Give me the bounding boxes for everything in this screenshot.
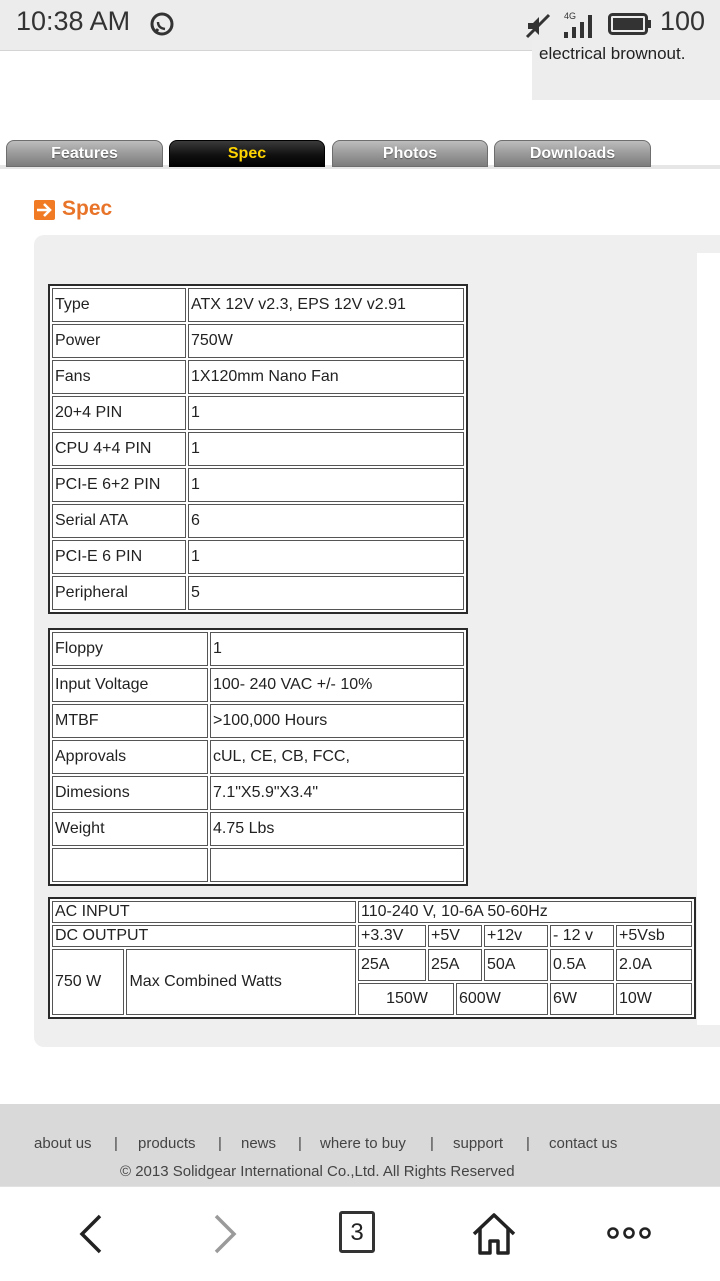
table-row	[52, 288, 464, 322]
spec-value: 1	[188, 468, 464, 502]
footer-separator: |	[298, 1135, 302, 1152]
footer-link-about-us[interactable]: about us	[34, 1135, 92, 1152]
forward-icon[interactable]	[210, 1213, 240, 1255]
ac-input-value: 110-240 V, 10-6A 50-60Hz	[358, 901, 692, 923]
footer-link-support[interactable]: support	[453, 1135, 504, 1152]
table-row	[52, 504, 464, 538]
spec-value: 7.1"X5.9"X3.4"	[210, 776, 464, 810]
spec-label	[52, 848, 208, 882]
footer-separator: |	[430, 1135, 434, 1152]
spec-label: Dimesions	[52, 776, 208, 810]
spec-value: >100,000 Hours	[210, 704, 464, 738]
rail-cell: - 12 v	[550, 925, 614, 947]
tab-spec[interactable]: Spec	[169, 140, 325, 167]
spec-label: Weight	[52, 812, 208, 846]
spec-value	[210, 848, 464, 882]
current-cell: 50A	[484, 949, 548, 981]
combined-watt-cell: 150W	[358, 983, 454, 1015]
spec-value: ATX 12V v2.3, EPS 12V v2.91	[188, 288, 464, 322]
table-row	[52, 576, 464, 610]
spec-value: cUL, CE, CB, FCC,	[210, 740, 464, 774]
table-row	[52, 324, 464, 358]
power-output-table	[48, 897, 696, 1019]
combined-watt-cell: 10W	[616, 983, 692, 1015]
spec-value: 1	[188, 540, 464, 574]
rail-cell: +3.3V	[358, 925, 426, 947]
spec-label: Power	[52, 324, 186, 358]
rail-cell: +12v	[484, 925, 548, 947]
spec-label: Input Voltage	[52, 668, 208, 702]
spec-value: 5	[188, 576, 464, 610]
svg-text:4G: 4G	[564, 11, 577, 21]
footer-separator: |	[218, 1135, 222, 1152]
panel-edge	[697, 253, 720, 1025]
more-icon[interactable]	[605, 1224, 653, 1242]
spec-label: 20+4 PIN	[52, 396, 186, 430]
footer-link-contact-us[interactable]: contact us	[549, 1135, 618, 1152]
table-row	[52, 468, 464, 502]
tab-photos[interactable]: Photos	[332, 140, 488, 167]
messenger-icon	[150, 12, 174, 36]
table-row	[52, 432, 464, 466]
spec-value: 100- 240 VAC +/- 10%	[210, 668, 464, 702]
spec-label: PCI-E 6+2 PIN	[52, 468, 186, 502]
spec-value: 6	[188, 504, 464, 538]
copyright-text: © 2013 Solidgear International Co.,Ltd. All Rights Reserved	[120, 1163, 515, 1180]
table-row	[52, 848, 464, 882]
table-row	[52, 925, 692, 947]
mute-icon	[524, 12, 552, 40]
previous-content-box	[532, 40, 720, 100]
combined-watt-cell: 6W	[550, 983, 614, 1015]
footer-link-products[interactable]: products	[138, 1135, 196, 1152]
back-icon[interactable]	[76, 1213, 106, 1255]
spec-value: 1	[188, 432, 464, 466]
current-cell: 2.0A	[616, 949, 692, 981]
footer-separator: |	[114, 1135, 118, 1152]
tab-features[interactable]: Features	[6, 140, 163, 167]
spec-label: Floppy	[52, 632, 208, 666]
table-row	[52, 949, 692, 981]
combined-watt-cell: 600W	[456, 983, 548, 1015]
spec-label: Serial ATA	[52, 504, 186, 538]
current-cell: 25A	[358, 949, 426, 981]
max-combined-label: Max Combined Watts	[126, 949, 356, 1015]
arrow-right-icon	[34, 200, 55, 220]
ac-input-label: AC INPUT	[52, 901, 356, 923]
spec-label: Fans	[52, 360, 186, 394]
spec-value: 1	[210, 632, 464, 666]
clock: 10:38 AM	[16, 6, 131, 36]
spec-label: CPU 4+4 PIN	[52, 432, 186, 466]
spec-value: 1	[188, 396, 464, 430]
page-title: Spec	[62, 197, 113, 220]
current-cell: 0.5A	[550, 949, 614, 981]
current-cell: 25A	[428, 949, 482, 981]
spec-label: MTBF	[52, 704, 208, 738]
spec-value: 4.75 Lbs	[210, 812, 464, 846]
spec-table-main	[48, 284, 468, 614]
table-row	[52, 901, 692, 923]
table-row	[52, 776, 464, 810]
dc-output-label: DC OUTPUT	[52, 925, 356, 947]
signal-icon	[560, 10, 600, 40]
wattage-cell: 750 W	[52, 949, 124, 1015]
table-row	[52, 632, 464, 666]
tabs-icon[interactable]: 3	[339, 1211, 375, 1253]
spec-table-secondary	[48, 628, 468, 886]
battery-icon	[608, 13, 652, 35]
spec-label: Peripheral	[52, 576, 186, 610]
previous-content-text: electrical brownout.	[539, 44, 686, 63]
rail-cell: +5V	[428, 925, 482, 947]
tab-downloads[interactable]: Downloads	[494, 140, 651, 167]
spec-value: 750W	[188, 324, 464, 358]
table-row	[52, 396, 464, 430]
table-row	[52, 360, 464, 394]
spec-label: Approvals	[52, 740, 208, 774]
table-row	[52, 740, 464, 774]
battery-level: 100	[660, 6, 706, 36]
spec-value: 1X120mm Nano Fan	[188, 360, 464, 394]
table-row	[52, 812, 464, 846]
footer-separator: |	[526, 1135, 530, 1152]
spec-label: Type	[52, 288, 186, 322]
rail-cell: +5Vsb	[616, 925, 692, 947]
spec-label: PCI-E 6 PIN	[52, 540, 186, 574]
home-icon[interactable]	[471, 1212, 517, 1256]
table-row	[52, 704, 464, 738]
footer-link-where-to-buy[interactable]: where to buy	[320, 1135, 406, 1152]
table-row	[52, 668, 464, 702]
table-row	[52, 540, 464, 574]
footer-link-news[interactable]: news	[241, 1135, 277, 1152]
